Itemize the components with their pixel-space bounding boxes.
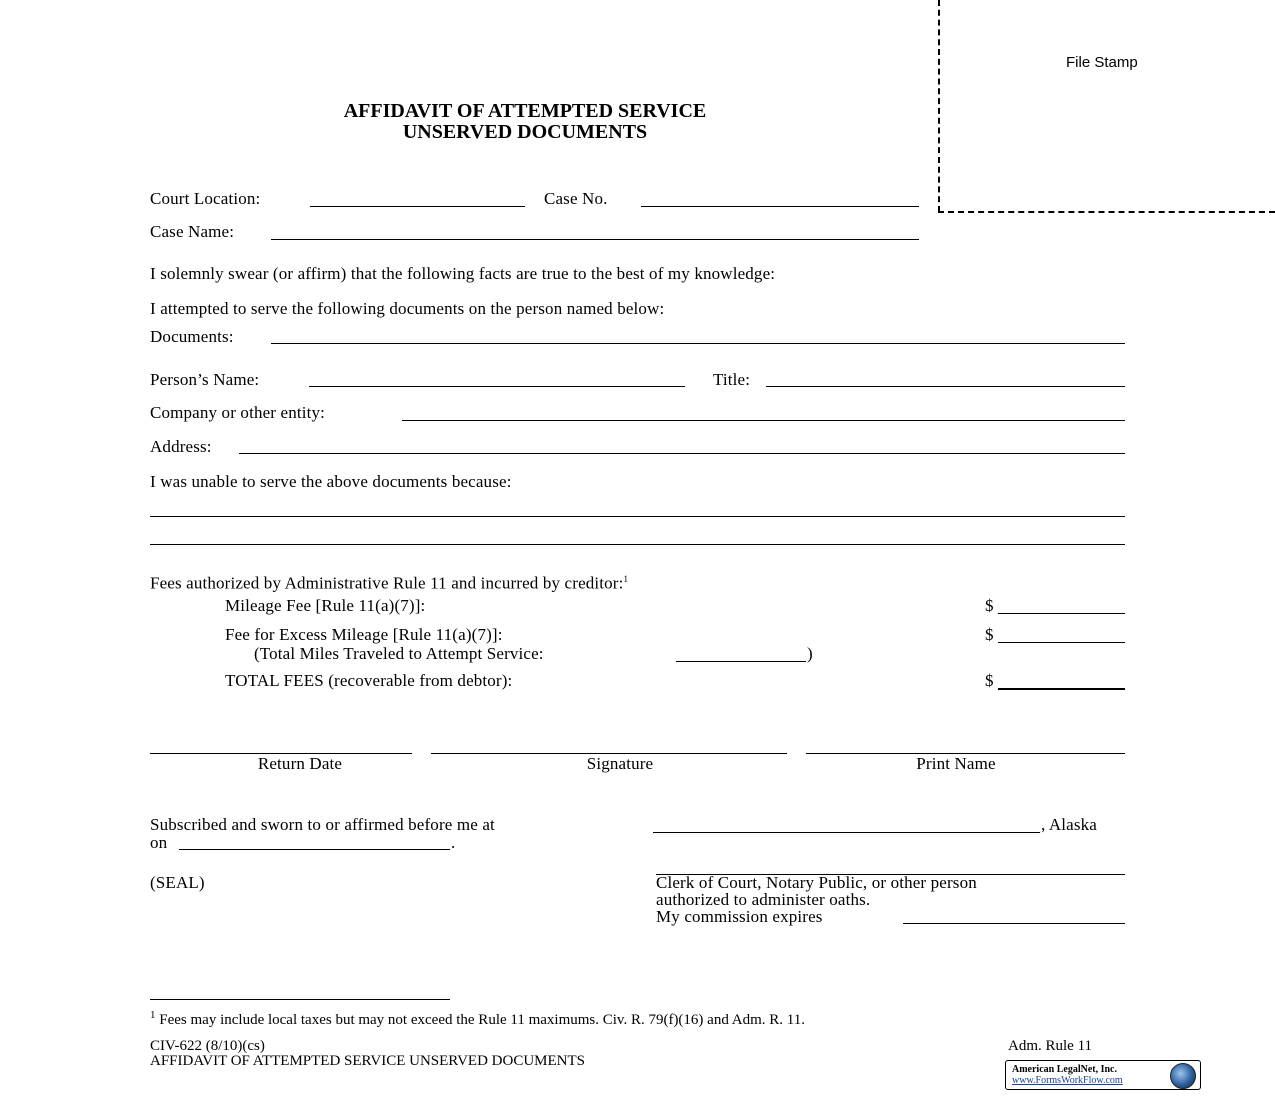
file-stamp-border-horizontal xyxy=(938,211,1275,213)
unable-label: I was unable to serve the above documents because: xyxy=(150,472,512,491)
court-location-field[interactable] xyxy=(310,206,525,207)
footnote xyxy=(150,1007,805,1029)
swear-statement: I solemnly swear (or affirm) that the following facts are true to the best of my knowledge: xyxy=(150,264,776,283)
mileage-fee-dollar: $ xyxy=(985,596,994,615)
form-title-line1: AFFIDAVIT OF ATTEMPTED SERVICE xyxy=(343,100,707,122)
commission-expires-label: My commission expires xyxy=(656,907,823,926)
subscribed-date-field[interactable] xyxy=(179,849,450,850)
footnote-number: 1 xyxy=(150,1009,156,1021)
american-legalnet-logo[interactable] xyxy=(1005,1060,1201,1090)
excess-mileage-fee-field[interactable] xyxy=(998,642,1125,643)
unable-reason-line-1[interactable] xyxy=(150,516,1125,517)
fees-heading-text: Fees authorized by Administrative Rule 11 and incurred by creditor: xyxy=(150,573,624,593)
signature-label: Signature xyxy=(586,754,654,773)
seal-label: (SEAL) xyxy=(150,873,205,892)
address-field[interactable] xyxy=(239,453,1125,454)
unable-reason-line-2[interactable] xyxy=(150,544,1125,545)
title-label: Title: xyxy=(713,370,751,389)
fees-footnote-mark: 1 xyxy=(623,574,629,584)
case-name-field[interactable] xyxy=(271,239,919,240)
file-stamp-label: File Stamp xyxy=(1066,54,1138,71)
print-name-label: Print Name xyxy=(916,754,996,773)
title-field[interactable] xyxy=(766,386,1125,387)
excess-mileage-fee-label: Fee for Excess Mileage [Rule 11(a)(7)]: xyxy=(225,625,503,644)
case-no-label: Case No. xyxy=(544,189,608,208)
subscribed-on-label: on xyxy=(150,833,168,852)
logo-company-name: American LegalNet, Inc. xyxy=(1012,1064,1117,1075)
clerk-line1: Clerk of Court, Notary Public, or other person xyxy=(656,873,977,892)
fees-heading xyxy=(150,569,628,594)
persons-name-label: Person’s Name: xyxy=(150,370,260,389)
footnote-text: Fees may include local taxes but may not exceed the Rule 11 maximums. Civ. R. 79(f)(16) and Adm. R. 11. xyxy=(159,1012,805,1028)
subscribed-location-field[interactable] xyxy=(653,832,1040,833)
file-stamp-border-vertical xyxy=(938,0,940,212)
excess-mileage-dollar: $ xyxy=(985,625,994,644)
form-number: CIV-622 (8/10)(cs) xyxy=(150,1038,265,1054)
footnote-divider xyxy=(150,999,450,1000)
documents-label: Documents: xyxy=(150,327,234,346)
subscribed-period: . xyxy=(451,833,456,852)
documents-field[interactable] xyxy=(271,343,1125,344)
logo-url-link[interactable]: www.FormsWorkFlow.com xyxy=(1012,1075,1123,1086)
mileage-fee-label: Mileage Fee [Rule 11(a)(7)]: xyxy=(225,596,426,615)
footer-form-title: AFFIDAVIT OF ATTEMPTED SERVICE UNSERVED DOCUMENTS xyxy=(150,1053,585,1069)
persons-name-field[interactable] xyxy=(309,386,685,387)
footer-rule: Adm. Rule 11 xyxy=(1008,1038,1093,1054)
commission-expires-field[interactable] xyxy=(903,923,1125,924)
total-miles-field[interactable] xyxy=(676,661,806,662)
subscribed-state: , Alaska xyxy=(1041,815,1097,834)
total-miles-close: ) xyxy=(807,644,813,663)
attempt-statement: I attempted to serve the following documents on the person named below: xyxy=(150,299,665,318)
form-title-line2: UNSERVED DOCUMENTS xyxy=(402,121,648,143)
total-fees-field[interactable] xyxy=(998,688,1125,690)
case-no-field[interactable] xyxy=(641,206,919,207)
clerk-line2: authorized to administer oaths. xyxy=(656,890,871,909)
case-name-label: Case Name: xyxy=(150,222,235,241)
court-location-label: Court Location: xyxy=(150,189,261,208)
total-miles-label: (Total Miles Traveled to Attempt Service: xyxy=(254,644,544,663)
company-field[interactable] xyxy=(402,420,1125,421)
mileage-fee-field[interactable] xyxy=(998,613,1125,614)
return-date-label: Return Date xyxy=(257,754,343,773)
total-fees-label: TOTAL FEES (recoverable from debtor): xyxy=(225,671,513,690)
company-label: Company or other entity: xyxy=(150,403,325,422)
total-fees-dollar: $ xyxy=(985,671,994,690)
globe-icon xyxy=(1170,1063,1196,1089)
address-label: Address: xyxy=(150,437,212,456)
subscribed-text: Subscribed and sworn to or affirmed before me at xyxy=(150,815,495,834)
